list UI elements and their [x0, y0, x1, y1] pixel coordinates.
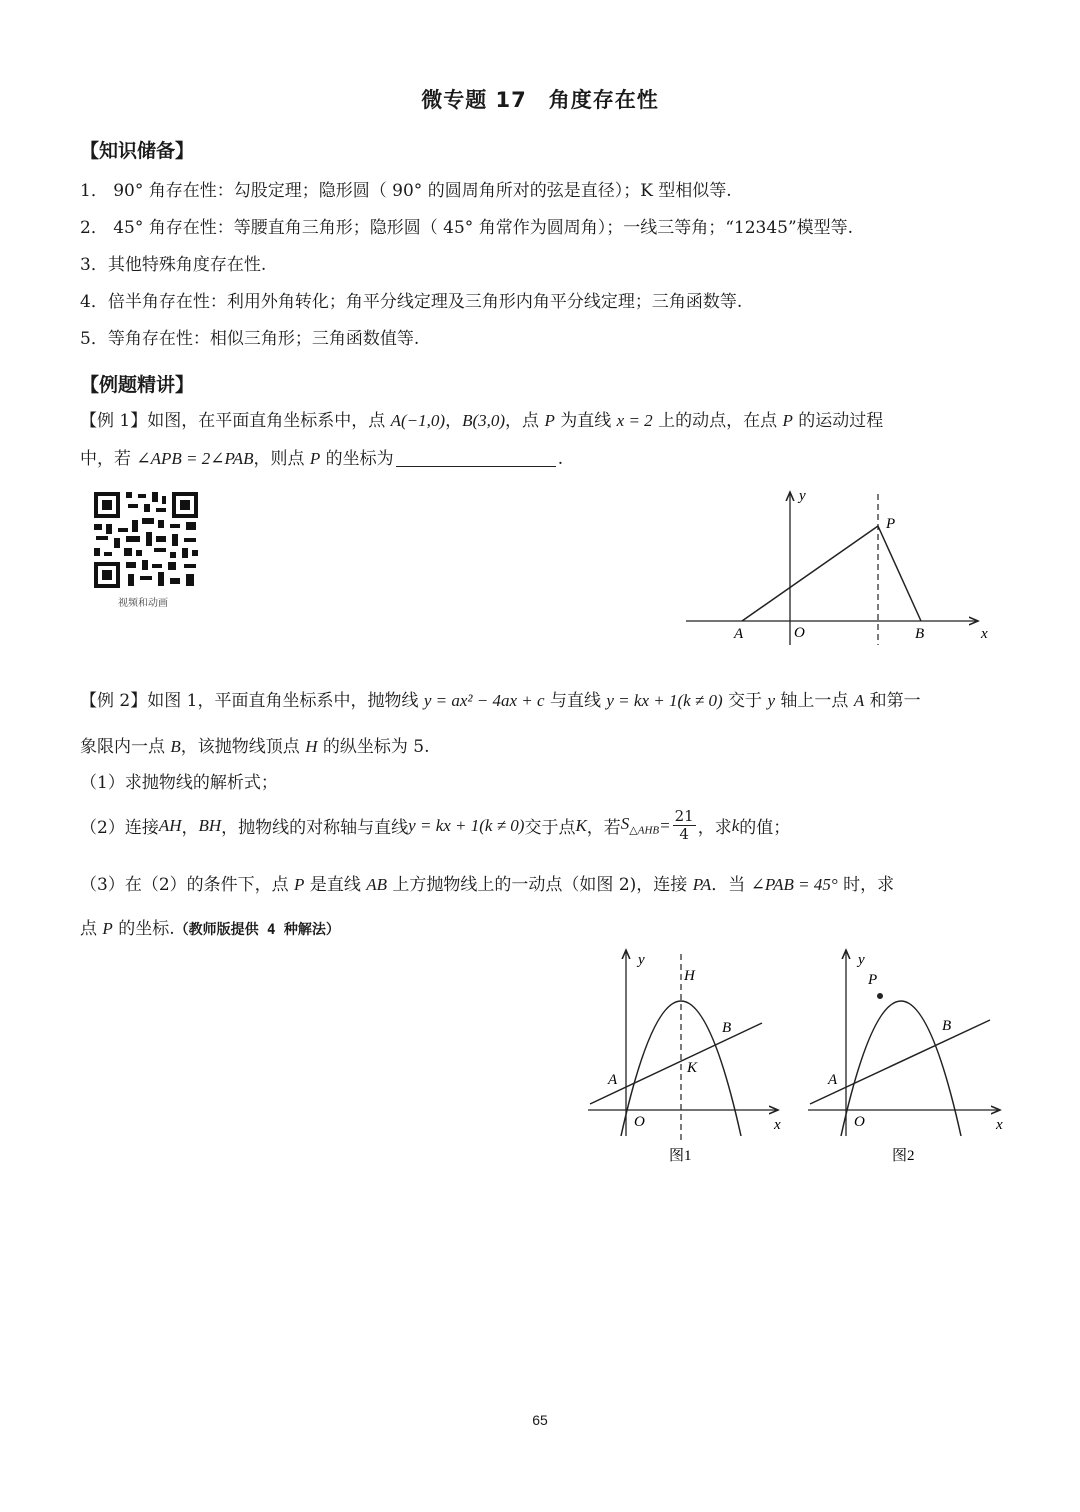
point-p-dot [877, 993, 883, 999]
text: . [557, 449, 564, 469]
text: 的纵坐标为 5. [317, 737, 430, 757]
page-title: 微专题 17 角度存在性 [421, 88, 659, 112]
text: ，求 [697, 818, 732, 838]
label-y: y [799, 488, 806, 504]
fraction-21-4 [673, 808, 696, 843]
text: 与直线 [544, 691, 607, 711]
math-ab: AB [366, 875, 388, 894]
example2-question3-line1 [80, 870, 894, 895]
figure-2-1 [584, 944, 794, 1174]
text: 象限内一点 [80, 737, 171, 757]
text: 中，若 [80, 449, 137, 469]
figure-example1 [680, 480, 1000, 650]
text: 的运动过程 [792, 411, 884, 431]
text: 和第一 [864, 691, 921, 711]
point-b-coord: B(3,0) [462, 411, 506, 430]
math-h: H [305, 737, 318, 756]
knowledge-item-4: 4．倍半角存在性：利用外角转化；角平分线定理及三角形内角平分线定理；三角函数等. [80, 292, 743, 312]
line-equation: x = 2 [616, 411, 653, 430]
teacher-note: （教师版提供 4 种解法） [174, 922, 340, 938]
math-bh: BH [198, 815, 222, 835]
text: 的坐标. [112, 919, 175, 939]
label-o: O [634, 1114, 645, 1130]
example2-question1: （1）求抛物线的解析式； [80, 773, 278, 793]
example2-question2 [80, 808, 790, 843]
text: 的值； [739, 818, 791, 838]
figure-2-2 [804, 944, 1014, 1174]
angle-45-condition: ∠PAB = 45° [750, 875, 838, 894]
text: 上方抛物线上的一动点（如图 2)，连接 [387, 875, 693, 895]
label-b: B [942, 1018, 952, 1034]
text: ， [445, 411, 463, 431]
label-o: O [794, 625, 805, 641]
example2-question3-line2 [80, 914, 340, 939]
page-number: 65 [532, 1412, 548, 1428]
line-equation: y = kx + 1(k ≠ 0) [408, 815, 525, 835]
label-a: A [828, 1072, 838, 1088]
fraction-denominator: 4 [679, 825, 689, 843]
math-p: P [782, 411, 793, 430]
example1-label: 【例 1】 [80, 411, 148, 431]
text: ，若 [586, 818, 621, 838]
math-y: y [767, 691, 776, 710]
example2-label: 【例 2】 [80, 691, 148, 711]
math-p: P [294, 875, 305, 894]
example1-line1 [80, 406, 883, 431]
math-p: P [309, 449, 321, 468]
label-h: H [684, 968, 695, 984]
knowledge-item-1: 1． 90° 角存在性：勾股定理；隐形圆（ 90° 的圆周角所对的弦是直径）；K 型相似等. [80, 181, 732, 201]
segment-pb [878, 526, 921, 621]
line-ab [590, 1023, 762, 1104]
math-p: P [102, 919, 113, 938]
label-x: x [981, 626, 988, 642]
label-b: B [915, 626, 925, 642]
text: ．当 [711, 875, 751, 895]
text: 如图，在平面直角坐标系中，点 [147, 411, 391, 431]
segment-ap [742, 526, 878, 621]
text: 时，求 [837, 875, 895, 895]
text: 为直线 [554, 411, 617, 431]
equals: = [659, 815, 671, 835]
label-o: O [854, 1114, 865, 1130]
answer-blank [396, 449, 556, 467]
text: 如图 1，平面直角坐标系中，抛物线 [147, 691, 424, 711]
section-examples-heading: 【例题精讲】 [80, 374, 195, 396]
example2-line1 [80, 686, 921, 711]
text: （3）在（2）的条件下，点 [80, 875, 295, 895]
fraction-numerator: 21 [674, 807, 694, 825]
label-y: y [858, 952, 865, 968]
text: ，则点 [253, 449, 310, 469]
label-p: P [868, 972, 878, 988]
knowledge-item-5: 5．等角存在性：相似三角形；三角函数值等. [80, 329, 420, 349]
line-ab [810, 1020, 990, 1104]
text: （2）连接 [80, 818, 159, 838]
math-b: B [170, 737, 181, 756]
angle-condition: ∠APB = 2∠PAB [136, 449, 254, 468]
knowledge-item-3: 3．其他特殊角度存在性. [80, 255, 267, 275]
area-subscript: △AHB [629, 824, 660, 837]
area-symbol [621, 814, 659, 836]
figure-caption-2: 图2 [892, 1148, 915, 1164]
label-x: x [774, 1117, 781, 1133]
text: ，点 [505, 411, 545, 431]
math-p: P [544, 411, 555, 430]
label-x: x [996, 1117, 1003, 1133]
text: 上的动点，在点 [652, 411, 783, 431]
math-pa: PA [692, 875, 712, 894]
math-ah: AH [158, 815, 182, 835]
area-s: S [620, 814, 630, 834]
label-a: A [608, 1072, 618, 1088]
text: 轴上一点 [775, 691, 854, 711]
text: 交于点 [524, 818, 576, 838]
text: 点 [80, 919, 103, 939]
text: ，该抛物线顶点 [180, 737, 306, 757]
section-knowledge-heading: 【知识储备】 [80, 140, 195, 162]
math-a: A [853, 691, 865, 710]
text: 是直线 [304, 875, 367, 895]
label-y: y [638, 952, 645, 968]
label-a: A [734, 626, 744, 642]
parabola-equation: y = ax² − 4ax + c [423, 691, 545, 710]
text: ， [181, 818, 199, 838]
example1-line2 [80, 444, 563, 469]
qr-caption: 视频和动画 [118, 598, 168, 609]
label-k: K [687, 1060, 698, 1076]
math-k: k [731, 815, 740, 835]
point-a-coord: A(−1,0) [390, 411, 446, 430]
line-equation: y = kx + 1(k ≠ 0) [606, 691, 723, 710]
example2-line2 [80, 732, 430, 757]
knowledge-item-2: 2． 45° 角存在性：等腰直角三角形；隐形圆（ 45° 角常作为圆周角）；一线三等角；“12345”模型等. [80, 218, 854, 238]
label-p: P [886, 516, 896, 532]
qr-code [92, 490, 200, 590]
text: 交于 [722, 691, 768, 711]
text: 的坐标为 [320, 449, 394, 469]
math-k-point: K [575, 815, 587, 835]
figure-caption-1: 图1 [669, 1148, 692, 1164]
text: ，抛物线的对称轴与直线 [221, 818, 409, 838]
label-b: B [722, 1020, 732, 1036]
